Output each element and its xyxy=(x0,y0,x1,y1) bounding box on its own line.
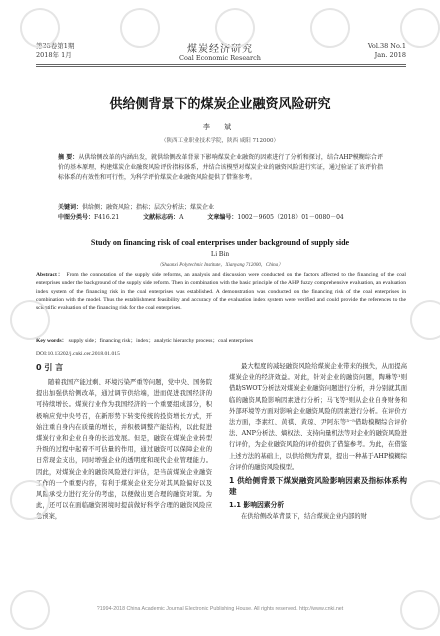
copyright-footer: ?1994-2018 China Academic Journal Electronic Publishing House. All rights reserved. http://www.cnki.net xyxy=(96,606,344,612)
affiliation-en: （Shaanxi Polytechnic Institute，Xianyang 712000，China） xyxy=(156,263,284,268)
section-1-heading: 1 供给侧背景下煤炭融资风险影响因素及指标体系构建 xyxy=(229,476,407,497)
abstract-text-cn: 从供给侧改革的内涵出发，就供给侧改革背景下影响煤炭企业融资的因素进行了分析和探讨，结合AHP模糊综合评价的基本原理，构建煤炭企业融资风险评价指标体系，并结合该模型对煤炭企业的融资风险进行实证，通过验证了该评价指标体系的有效性和可行性，为科学评价煤炭企业融资风险提供了借鉴参考。 xyxy=(58,154,383,181)
body-right-column xyxy=(229,361,407,522)
article-no-value: 1002－9605（2018）01－0080－04 xyxy=(237,214,344,221)
abstract-en xyxy=(36,271,406,312)
header-rule-2 xyxy=(36,66,406,67)
watermark-stamp xyxy=(404,474,440,525)
clc-field xyxy=(58,214,119,221)
date-en: Jan. 2018 xyxy=(374,51,406,59)
keywords-cn xyxy=(58,203,383,213)
author-cn: 李 斌 xyxy=(202,123,238,131)
article-title-cn: 供给侧背景下的煤炭企业融资风险研究 xyxy=(109,97,331,112)
watermark-stamp xyxy=(404,294,440,345)
section-0-heading: 0 引 言 xyxy=(36,363,64,372)
doi[interactable]: DOI:10.13202/j.cnki.cer.2018.01.015 xyxy=(36,351,120,357)
article-no-label: 文章编号： xyxy=(207,214,238,221)
watermark-stamp xyxy=(4,584,55,635)
article-title-en: Study on financing risk of coal enterprises under background of supply side xyxy=(90,238,350,247)
section-0-paragraph: 随着我国产能过剩、环境污染严重等问题，党中央、国务院提出加强供给侧改革，通过调节供给端，进而促进我国经济的可持续增长。煤炭行业作为我国经济的一个重要组成部分，积极响应党中央号召，在新形势下转变传统的投资增长方式，开始注重自身内在质量的增长，并积极调整产能结构，以此促进煤炭行业和企业自身的长远发展。但是，融资在煤炭企业转型升级的过程中起着不可估量的作用，通过融资可以保障企业的日常现金支出，同时增强企业的透明度和现代企业管理能力。因此，对煤炭企业的融资风险进行评估，是当前煤炭企业融资工作的一个重要内容，有利于煤炭企业充分对其风险偏好以及风险承受力进行充分的考虑，以便做出更合理的融资对策。为此，还可以在面临融资困境时提前做好科学合理的融资风险应急预案， xyxy=(36,379,212,521)
doc-code-field xyxy=(143,214,183,221)
keywords-text-en: supply side；financing risk；index；analytic hierarchy process；coal enterprises xyxy=(68,338,254,344)
journal-title-en: Coal Economic Research xyxy=(179,54,261,62)
body-left-column xyxy=(36,377,212,523)
keywords-label-cn: 关键词： xyxy=(58,204,83,211)
classification-row xyxy=(58,213,388,223)
header-rule xyxy=(36,64,406,65)
clc-value: F416.21 xyxy=(94,214,120,221)
abstract-label-en: Abstract： xyxy=(36,272,65,278)
section-1-1-heading: 1.1 影响因素分析 xyxy=(229,501,285,510)
author-en: Li Bin xyxy=(210,250,230,258)
abstract-cn xyxy=(58,153,383,183)
volume-issue-en: Vol.38 No.1 xyxy=(367,42,406,50)
header-right xyxy=(368,42,406,60)
date-cn: 2018年 1月 xyxy=(36,51,72,59)
keywords-en xyxy=(36,337,406,345)
journal-title-cn: 煤炭经济研究 xyxy=(187,44,253,55)
doc-code-label: 文献标志码： xyxy=(143,214,180,221)
watermark-stamp xyxy=(394,584,440,635)
introduction-paragraph-2: 最大程度的减轻融资风险给煤炭企业带来的损失，从而提高煤炭企业的经济效益。对此，针对企业的融资问题，陶琳等¹则借助SWOT分析法对煤炭企业融资问题进行分析，并分别就其面临的融资风险影响因素进行分析；马飞等²则从企业自身财务和外部环境等方面对影响企业融资风险的因素进行分析。在评价方法方面，李素红、黄祺、黄琼、尹阿东等³⁻⁵借助模糊综合评价法、ANP分析法、熵权法、支持向量机法等对企业的融资风险进行评价，为企业融资风险的评价提供了借鉴参考。为此，在借鉴上述方法的基础上，以供给侧为背景，提出一种基于AHP模糊综合评价的融资风险模型。 xyxy=(229,363,408,471)
keywords-text-cn: 供给侧；融资风险；指标；层次分析法；煤炭企业 xyxy=(82,204,215,211)
article-no-field xyxy=(207,214,343,221)
keywords-label-en: Key words： xyxy=(36,338,68,344)
abstract-label-cn: 摘 要： xyxy=(58,154,79,161)
affiliation-cn: （陕西工业职业技术学院，陕西 咸阳 712000） xyxy=(161,138,279,144)
abstract-text-en: From the connotation of the supply side reforms, an analysis and discussion were conducted on the factors affected to the financing of the coal enterprises under the background of the supply side reform. Then in combination with the basic principle of the AHP fuzzy comprehensive evaluation, an evaluation index system of the financing risk in the coal enterprises was established. A demonstration was conducted on the financing risk of the coal enterprises in combination with the model. Thus the establishment feasibility and accuracy of the evaluation index system were verified and could provide the references to the scientific evaluation of the financing risk for the coal enterprises. xyxy=(36,272,406,312)
volume-issue-cn: 第38卷第1期 xyxy=(36,42,75,50)
section-1-1-paragraph: 在供给侧改革背景下，结合煤炭企业内部的财 xyxy=(241,513,367,521)
clc-label: 中图分类号： xyxy=(58,214,95,221)
doc-code-value: A xyxy=(179,214,184,221)
